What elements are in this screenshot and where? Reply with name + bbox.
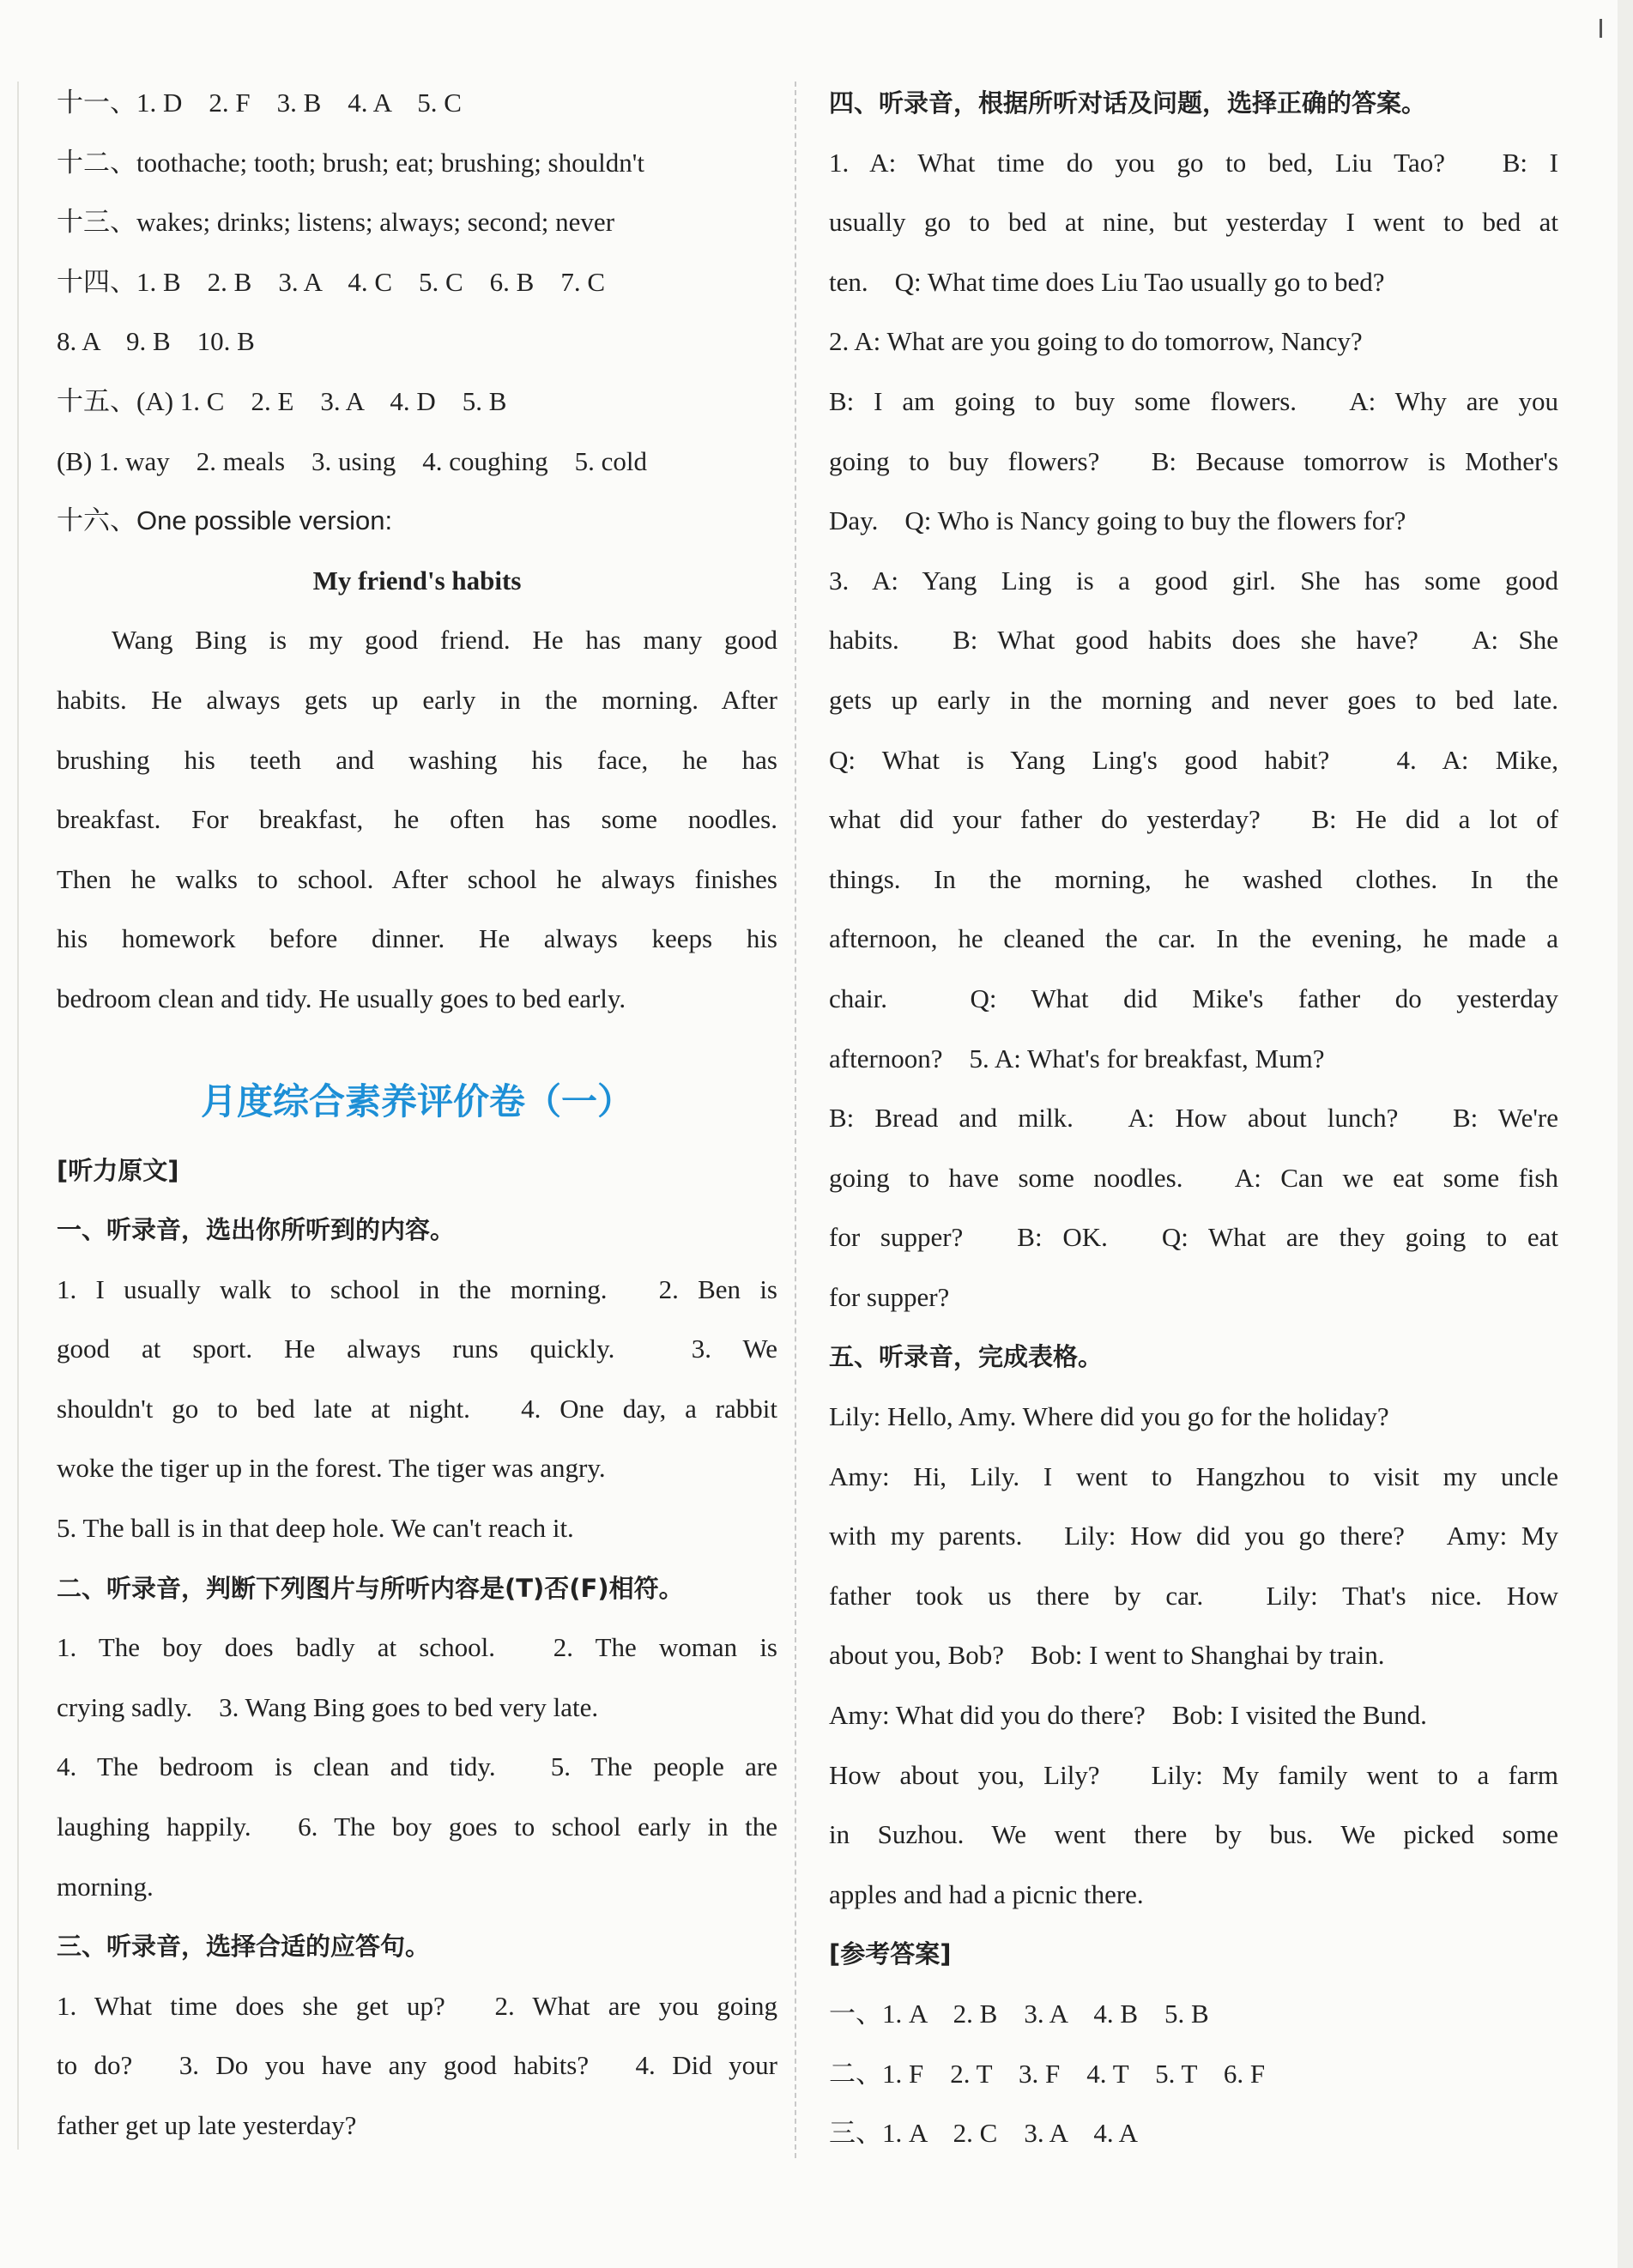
part3-line: to do? 3. Do you have any good habits? 4. Did your [57,2050,777,2081]
part3-line: 1. What time does she get up? 2. What are you going [57,1990,777,2021]
part5-heading: 五、听录音，完成表格。 [829,1342,1104,1372]
part3-heading: 三、听录音，选择合适的应答句。 [57,1932,431,1962]
part5-line: father took us there by car. Lily: That's nice. How [829,1580,1558,1611]
left-column [57,82,777,2164]
answer-key-line: 二、1. F 2. T 3. F 4. T 5. T 6. F [829,2058,1266,2089]
answer-line-14-cont: 8. A 9. B 10. B [57,326,255,357]
part4-heading: 四、听录音，根据所听对话及问题，选择正确的答案。 [829,88,1427,118]
part5-line: about you, Bob? Bob: I went to Shanghai by train. [829,1640,1385,1671]
part2-line: crying sadly. 3. Wang Bing goes to bed very late. [57,1691,599,1722]
part2-line: 1. The boy does badly at school. 2. The woman is [57,1632,777,1663]
essay-line: brushing his teeth and washing his face, he has [57,744,777,775]
part4-line: things. In the morning, he washed clothes. In the [829,863,1558,894]
essay-line: bedroom clean and tidy. He usually goes to bed early. [57,983,626,1013]
edge-mark [1600,19,1602,38]
part4-line: Day. Q: Who is Nancy going to buy the flowers for? [829,505,1406,536]
essay-line: Then he walks to school. After school he always finishes [57,863,777,894]
answer-line-14: 十四、1. B 2. B 3. A 4. C 5. C 6. B 7. C [57,266,606,297]
essay-line: habits. He always gets up early in the morning. After [57,684,777,715]
essay-line: breakfast. For breakfast, he often has some noodles. [57,804,777,835]
answer-line-15b: (B) 1. way 2. meals 3. using 4. coughing 5. cold [57,445,647,476]
answer-key-line: 一、1. A 2. B 3. A 4. B 5. B [829,1999,1209,2029]
part1-line: woke the tiger up in the forest. The tiger was angry. [57,1453,606,1484]
part4-line: 3. A: Yang Ling is a good girl. She has some good [829,565,1558,596]
part4-line: B: Bread and milk. A: How about lunch? B: We're [829,1103,1558,1134]
essay-line: his homework before dinner. He always keeps his [57,923,777,954]
part4-line: going to buy flowers? B: Because tomorrow is Mother's [829,445,1558,476]
answer-line-15a: 十五、(A) 1. C 2. E 3. A 4. D 5. B [57,385,507,416]
part4-line: 2. A: What are you going to do tomorrow, Nancy? [829,326,1363,357]
right-column [829,82,1558,2172]
answers-label: [参考答案] [829,1939,952,1969]
part4-line: gets up early in the morning and never goes to bed late. [829,684,1558,715]
column-divider [795,82,796,2158]
part4-line: usually go to bed at nine, but yesterday I went to bed at [829,207,1558,238]
part1-line: 5. The ball is in that deep hole. We can't reach it. [57,1513,574,1544]
part4-line: what did your father do yesterday? B: He did a lot of [829,804,1558,835]
part4-line: going to have some noodles. A: Can we eat some fish [829,1162,1558,1193]
margin-rule [17,82,19,2150]
part5-line: Amy: Hi, Lily. I went to Hangzhou to visit my uncle [829,1461,1558,1491]
answer-line-13: 十三、wakes; drinks; listens; always; second; never [57,207,615,238]
essay-title: My friend's habits [312,565,522,596]
answer-line-12: 十二、toothache; tooth; brush; eat; brushing; shouldn't [57,147,644,178]
part4-line: for supper? [829,1281,950,1312]
part4-line: 1. A: What time do you go to bed, Liu Tao? B: I [829,147,1558,178]
part1-line: 1. I usually walk to school in the morning. 2. Ben is [57,1273,777,1304]
part4-line: afternoon, he cleaned the car. In the evening, he made a [829,923,1558,954]
part1-line: good at sport. He always runs quickly. 3. We [57,1334,777,1364]
part5-line: Lily: Hello, Amy. Where did you go for the holiday? [829,1401,1389,1432]
page-edge [1618,0,1633,2268]
part4-line: afternoon? 5. A: What's for breakfast, Mum? [829,1043,1325,1074]
section-title: 月度综合素养评价卷（一） [200,1080,633,1122]
part5-line: How about you, Lily? Lily: My family went to a farm [829,1759,1558,1790]
part2-line: laughing happily. 6. The boy goes to school early in the [57,1811,777,1842]
part2-heading: 二、听录音，判断下列图片与所听内容是(T)否(F)相符。 [57,1573,684,1603]
part3-line: father get up late yesterday? [57,2110,357,2140]
essay-line: Wang Bing is my good friend. He has many good [112,625,777,656]
part5-line: apples and had a picnic there. [829,1878,1144,1909]
part4-line: Q: What is Yang Ling's good habit? 4. A: Mike, [829,744,1558,775]
part2-line: 4. The bedroom is clean and tidy. 5. The people are [57,1751,777,1782]
part2-line: morning. [57,1871,154,1902]
part4-line: for supper? B: OK. Q: What are they going to eat [829,1222,1558,1253]
answer-line-16: 十六、One possible version: [57,505,393,536]
part5-line: in Suzhou. We went there by bus. We picked some [829,1819,1558,1850]
part4-line: habits. B: What good habits does she have? A: She [829,625,1558,656]
answer-line-11: 十一、1. D 2. F 3. B 4. A 5. C [57,88,462,118]
part4-line: ten. Q: What time does Liu Tao usually go to bed? [829,266,1385,297]
part4-line: chair. Q: What did Mike's father do yesterday [829,983,1558,1013]
part5-line: Amy: What did you do there? Bob: I visited the Bund. [829,1700,1427,1731]
part1-heading: 一、听录音，选出你所听到的内容。 [57,1215,456,1245]
part1-line: shouldn't go to bed late at night. 4. One day, a rabbit [57,1393,777,1424]
part5-line: with my parents. Lily: How did you go there? Amy: My [829,1521,1558,1551]
answer-key-line: 三、1. A 2. C 3. A 4. A [829,2118,1138,2149]
transcript-label: [听力原文] [57,1155,179,1185]
part4-line: B: I am going to buy some flowers. A: Why are you [829,385,1558,416]
